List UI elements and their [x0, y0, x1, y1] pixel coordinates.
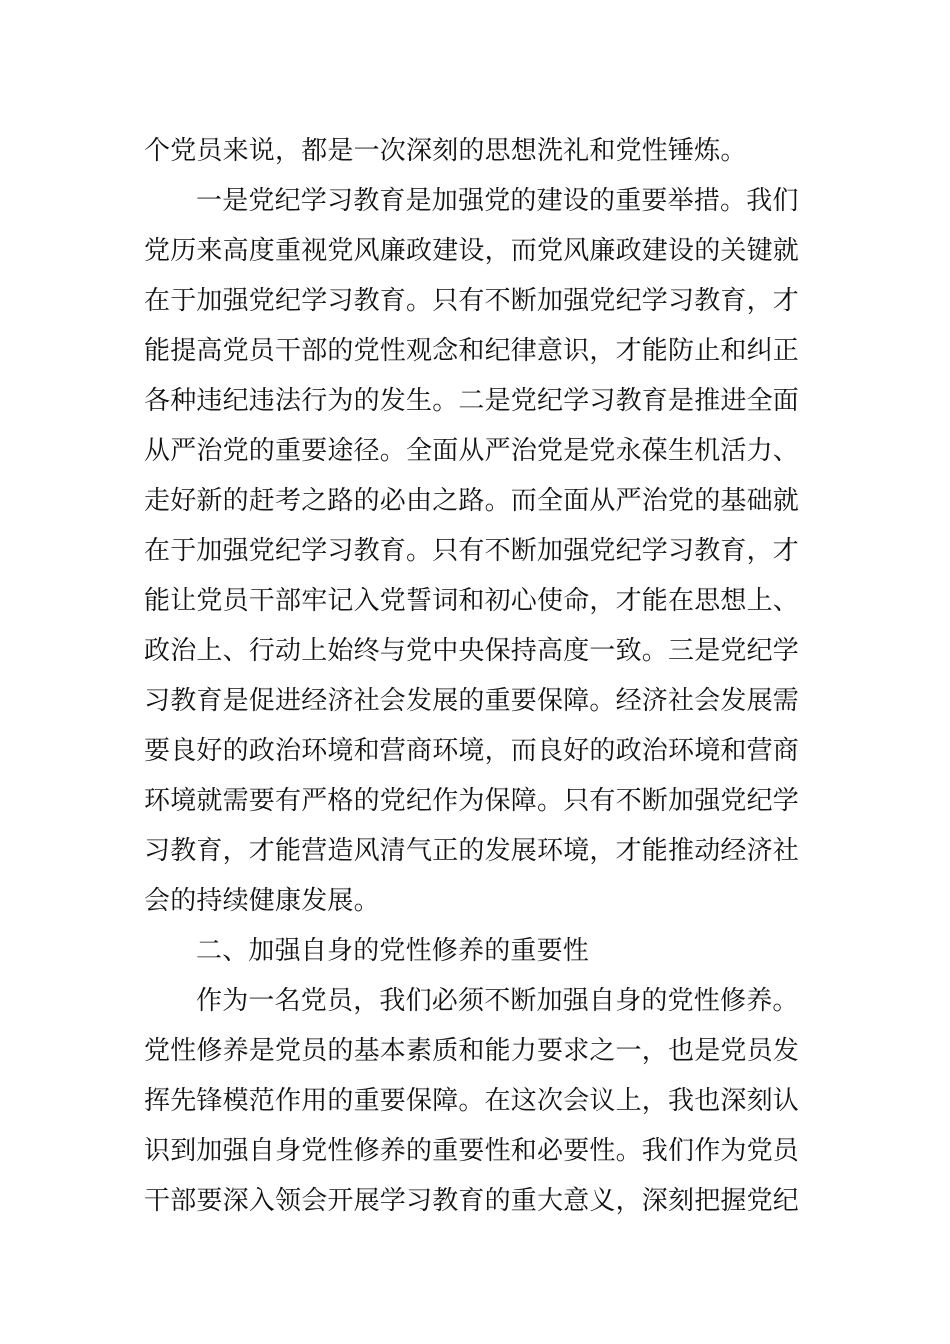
text-line: 识到加强自身党性修养的重要性和必要性。我们作为党员	[144, 1136, 800, 1166]
text-line: 党历来高度重视党风廉政建设，而党风廉政建设的关键就	[144, 236, 800, 266]
text-line: 干部要深入领会开展学习教育的重大意义，深刻把握党纪	[144, 1186, 800, 1216]
text-line: 挥先锋模范作用的重要保障。在这次会议上，我也深刻认	[144, 1086, 800, 1116]
text-line: 作为一名党员，我们必须不断加强自身的党性修养。	[196, 986, 799, 1016]
section-heading: 二、加强自身的党性修养的重要性	[196, 936, 590, 966]
text-line: 党性修养是党员的基本素质和能力要求之一，也是党员发	[144, 1036, 800, 1066]
text-line: 能提高党员干部的党性观念和纪律意识，才能防止和纠正	[144, 336, 800, 366]
text-line: 要良好的政治环境和营商环境，而良好的政治环境和营商	[144, 736, 800, 766]
text-line: 会的持续健康发展。	[144, 886, 380, 916]
text-line: 习教育，才能营造风清气正的发展环境，才能推动经济社	[144, 836, 800, 866]
text-line: 在于加强党纪学习教育。只有不断加强党纪学习教育，才	[144, 536, 800, 566]
text-line: 在于加强党纪学习教育。只有不断加强党纪学习教育，才	[144, 286, 800, 316]
text-line: 政治上、行动上始终与党中央保持高度一致。三是党纪学	[144, 636, 800, 666]
text-line: 能让党员干部牢记入党誓词和初心使命，才能在思想上、	[144, 586, 800, 616]
text-line: 走好新的赶考之路的必由之路。而全面从严治党的基础就	[144, 486, 800, 516]
text-line: 一是党纪学习教育是加强党的建设的重要举措。我们	[196, 186, 799, 216]
text-line: 习教育是促进经济社会发展的重要保障。经济社会发展需	[144, 686, 800, 716]
text-line: 各种违纪违法行为的发生。二是党纪学习教育是推进全面	[144, 386, 800, 416]
text-line: 环境就需要有严格的党纪作为保障。只有不断加强党纪学	[144, 786, 800, 816]
text-line: 个党员来说，都是一次深刻的思想洗礼和党性锤炼。	[144, 136, 747, 166]
body-text	[144, 126, 808, 1226]
text-line: 从严治党的重要途径。全面从严治党是党永葆生机活力、	[144, 436, 800, 466]
